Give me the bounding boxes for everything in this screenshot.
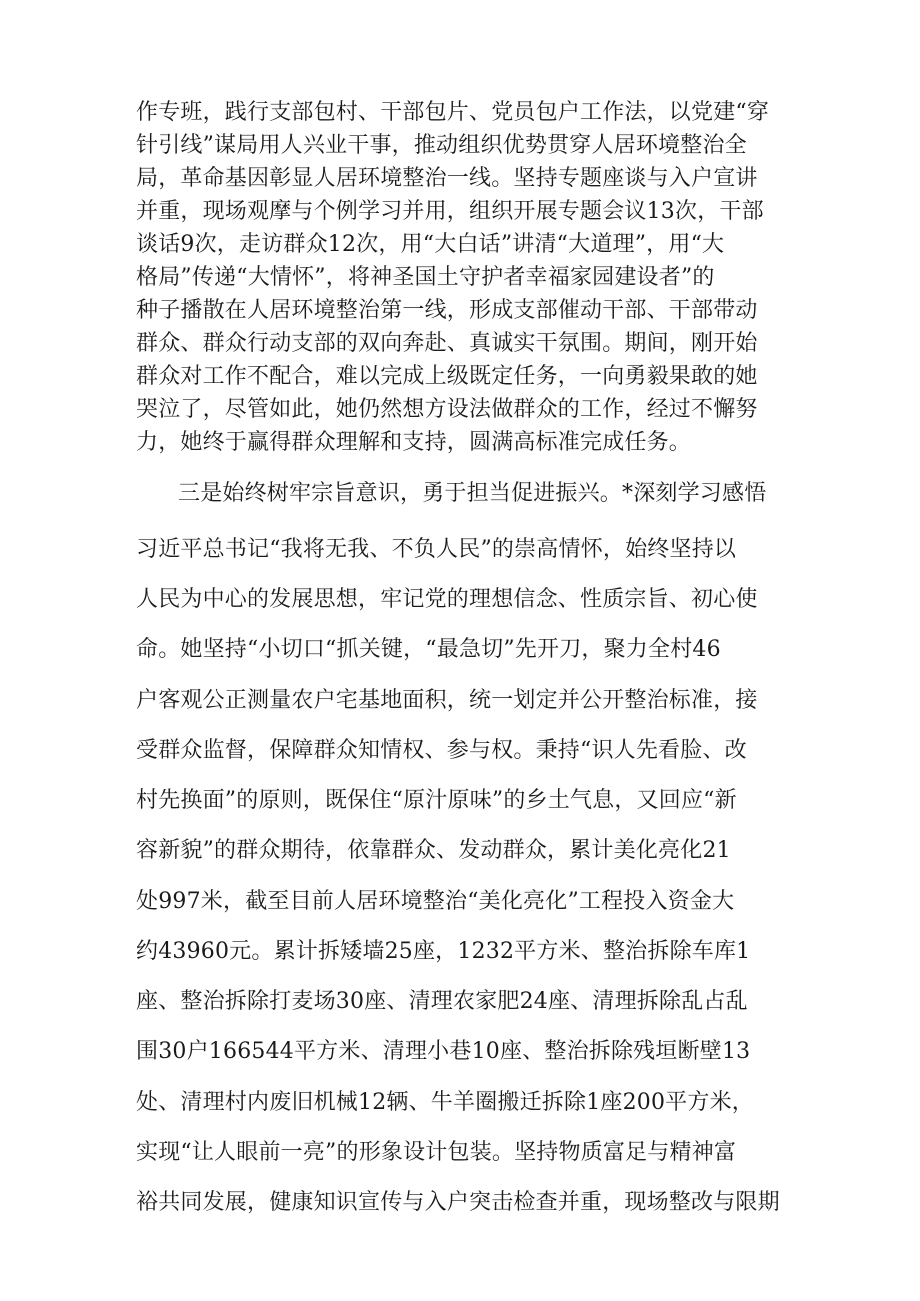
text-line: 裕共同发展，健康知识宣传与入户突击检查并重，现场整改与限期: [136, 1190, 780, 1215]
text-line: 受群众监督，保障群众知情权、参与权。秉持“识人先看脸、改: [136, 738, 747, 763]
text-line: 针引线”谋局用人兴业干事，推动组织优势贯穿人居环境整治全: [136, 133, 747, 158]
text-line: 处、清理村内废旧机械12辆、牛羊圈搬迁拆除1座200平方米，: [136, 1090, 754, 1115]
text-line: 群众对工作不配合，难以完成上级既定任务，一向勇毅果敢的她: [136, 364, 758, 389]
text-line: 并重，现场观摩与个例学习并用，组织开展专题会议13次，干部: [136, 199, 764, 224]
text-line: 群众、群众行动支部的双向奔赴、真诚实干氛围。期间，刚开始: [136, 331, 758, 356]
text-line: 作专班，践行支部包村、干部包片、党员包户工作法，以党建“穿: [136, 100, 770, 125]
text-line: 座、整治拆除打麦场30座、清理农家肥24座、清理拆除乱占乱: [136, 989, 748, 1014]
text-line: 实现“让人眼前一亮”的形象设计包装。坚持物质富足与精神富: [136, 1140, 737, 1165]
text-line: 习近平总书记“我将无我、不负人民”的崇高情怀，始终坚持以: [136, 537, 737, 562]
text-line: 谈话9次，走访群众12次，用“大白话”讲清“大道理”，用“大: [136, 232, 725, 257]
text-line: 局，革命基因彰显人居环境整治一线。坚持专题座谈与入户宣讲: [136, 166, 758, 191]
text-line: 力，她终于赢得群众理解和支持，圆满高标准完成任务。: [136, 430, 692, 455]
text-line: 种子播散在人居环境整治第一线，形成支部催动干部、干部带动: [136, 298, 758, 323]
text-line: 户客观公正测量农户宅基地面积，统一划定并公开整治标准，接: [136, 688, 758, 713]
text-line: 格局”传递“大情怀”，将神圣国土守护者幸福家园建设者”的: [136, 265, 715, 290]
text-line: 哭泣了，尽管如此，她仍然想方设法做群众的工作，经过不懈努: [136, 397, 758, 422]
text-line: 村先换面”的原则，既保住“原汁原味”的乡土气息，又回应“新: [136, 788, 737, 813]
text-line: 处997米，截至目前人居环境整治“美化亮化”工程投入资金大: [136, 889, 735, 914]
text-line: 三是始终树牢宗旨意识，勇于担当促进振兴。*深刻学习感悟: [178, 481, 767, 506]
text-line: 围30户166544平方米、清理小巷10座、整治拆除残垣断壁13: [136, 1039, 751, 1064]
text-line: 人民为中心的发展思想，牢记党的理想信念、性质宗旨、初心使: [136, 587, 758, 612]
text-line: 容新貌”的群众期待，依靠群众、发动群众，累计美化亮化21: [136, 838, 731, 863]
text-line: 命。她坚持“小切口“抓关键，“最急切”先开刀，聚力全村46: [136, 637, 721, 662]
text-line: 约43960元。累计拆矮墙25座，1232平方米、整治拆除车库1: [136, 939, 751, 964]
